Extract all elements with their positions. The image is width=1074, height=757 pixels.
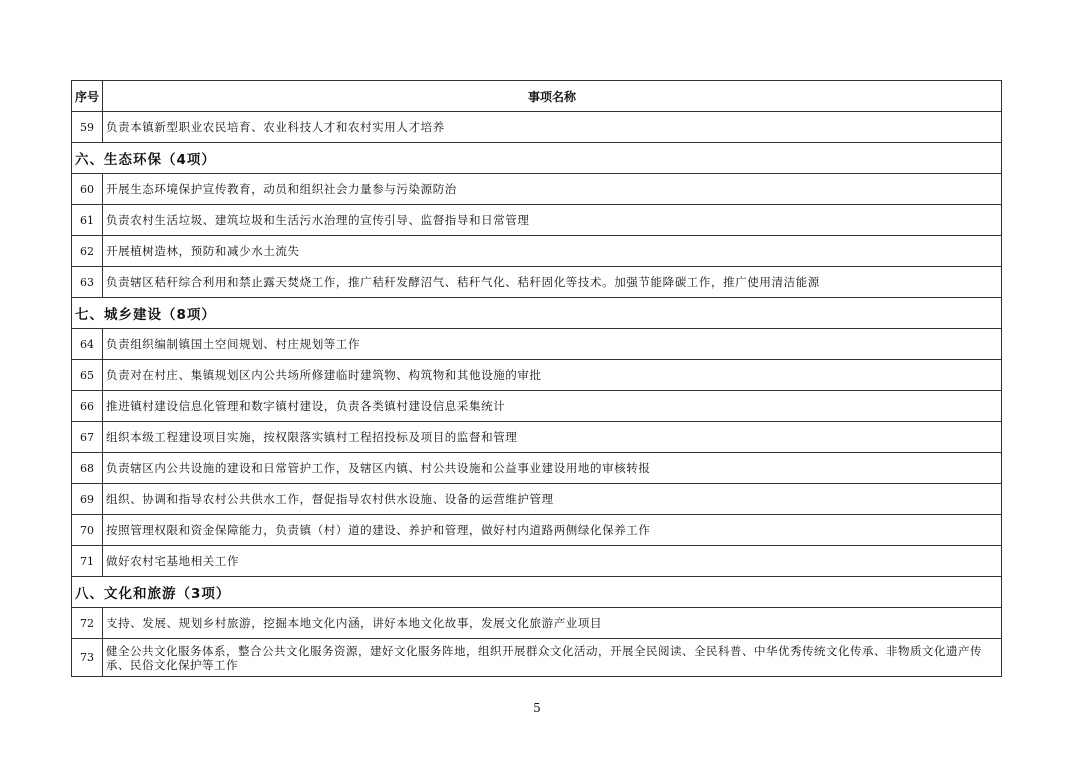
- item-name-cell: 负责辖区秸秆综合利用和禁止露天焚烧工作，推广秸秆发酵沼气、秸秆气化、秸秆固化等技术。加强节能降碳工作，推广使用清洁能源: [103, 267, 1002, 298]
- table-header-row: [72, 81, 1002, 112]
- section-heading: 七、城乡建设（8项）: [72, 298, 1002, 329]
- serial-number-cell: 62: [72, 236, 103, 267]
- header-item-name: 事项名称: [103, 81, 1002, 112]
- table-row: [72, 484, 1002, 515]
- serial-number-cell: 71: [72, 546, 103, 577]
- item-name-cell: 组织本级工程建设项目实施，按权限落实镇村工程招投标及项目的监督和管理: [103, 422, 1002, 453]
- item-name-cell: 负责本镇新型职业农民培育、农业科技人才和农村实用人才培养: [103, 112, 1002, 143]
- serial-number-cell: 59: [72, 112, 103, 143]
- page-number: 5: [533, 701, 541, 715]
- table-row: [72, 267, 1002, 298]
- table-row: [72, 422, 1002, 453]
- item-name-cell: 支持、发展、规划乡村旅游，挖掘本地文化内涵，讲好本地文化故事，发展文化旅游产业项目: [103, 608, 1002, 639]
- table-row: [72, 174, 1002, 205]
- serial-number-cell: 72: [72, 608, 103, 639]
- section-heading-row: [72, 298, 1002, 329]
- table-row: [72, 391, 1002, 422]
- serial-number-cell: 65: [72, 360, 103, 391]
- item-name-cell: 负责农村生活垃圾、建筑垃圾和生活污水治理的宣传引导、监督指导和日常管理: [103, 205, 1002, 236]
- item-name-cell: 健全公共文化服务体系，整合公共文化服务资源，建好文化服务阵地，组织开展群众文化活动，开展全民阅读、全民科普、中华优秀传统文化传承、非物质文化遗产传承、民俗文化保护等工作: [103, 639, 1002, 677]
- table-row: [72, 236, 1002, 267]
- item-name-cell: 负责辖区内公共设施的建设和日常管护工作，及辖区内镇、村公共设施和公益事业建设用地的审核转报: [103, 453, 1002, 484]
- section-heading: 八、文化和旅游（3项）: [72, 577, 1002, 608]
- table-row: [72, 329, 1002, 360]
- serial-number-cell: 73: [72, 639, 103, 677]
- matters-table: [71, 80, 1002, 677]
- serial-number-cell: 68: [72, 453, 103, 484]
- serial-number-cell: 70: [72, 515, 103, 546]
- table-row: [72, 608, 1002, 639]
- serial-number-cell: 67: [72, 422, 103, 453]
- item-name-cell: 组织、协调和指导农村公共供水工作，督促指导农村供水设施、设备的运营维护管理: [103, 484, 1002, 515]
- item-name-cell: 开展生态环境保护宣传教育，动员和组织社会力量参与污染源防治: [103, 174, 1002, 205]
- section-heading-row: [72, 143, 1002, 174]
- item-name-cell: 负责组织编制镇国土空间规划、村庄规划等工作: [103, 329, 1002, 360]
- item-name-cell: 开展植树造林，预防和减少水土流失: [103, 236, 1002, 267]
- table-row: [72, 112, 1002, 143]
- item-name-cell: 做好农村宅基地相关工作: [103, 546, 1002, 577]
- section-heading: 六、生态环保（4项）: [72, 143, 1002, 174]
- serial-number-cell: 60: [72, 174, 103, 205]
- serial-number-cell: 63: [72, 267, 103, 298]
- item-name-cell: 推进镇村建设信息化管理和数字镇村建设，负责各类镇村建设信息采集统计: [103, 391, 1002, 422]
- table-row: [72, 205, 1002, 236]
- section-heading-row: [72, 577, 1002, 608]
- serial-number-cell: 64: [72, 329, 103, 360]
- item-name-cell: 按照管理权限和资金保障能力，负责镇（村）道的建设、养护和管理，做好村内道路两侧绿化保养工作: [103, 515, 1002, 546]
- table-row: [72, 453, 1002, 484]
- table-body: [72, 112, 1002, 677]
- serial-number-cell: 66: [72, 391, 103, 422]
- serial-number-cell: 61: [72, 205, 103, 236]
- table-row: [72, 546, 1002, 577]
- item-name-cell: 负责对在村庄、集镇规划区内公共场所修建临时建筑物、构筑物和其他设施的审批: [103, 360, 1002, 391]
- table-row: [72, 515, 1002, 546]
- serial-number-cell: 69: [72, 484, 103, 515]
- header-serial-number: 序号: [72, 81, 103, 112]
- table-row: [72, 639, 1002, 677]
- table-row: [72, 360, 1002, 391]
